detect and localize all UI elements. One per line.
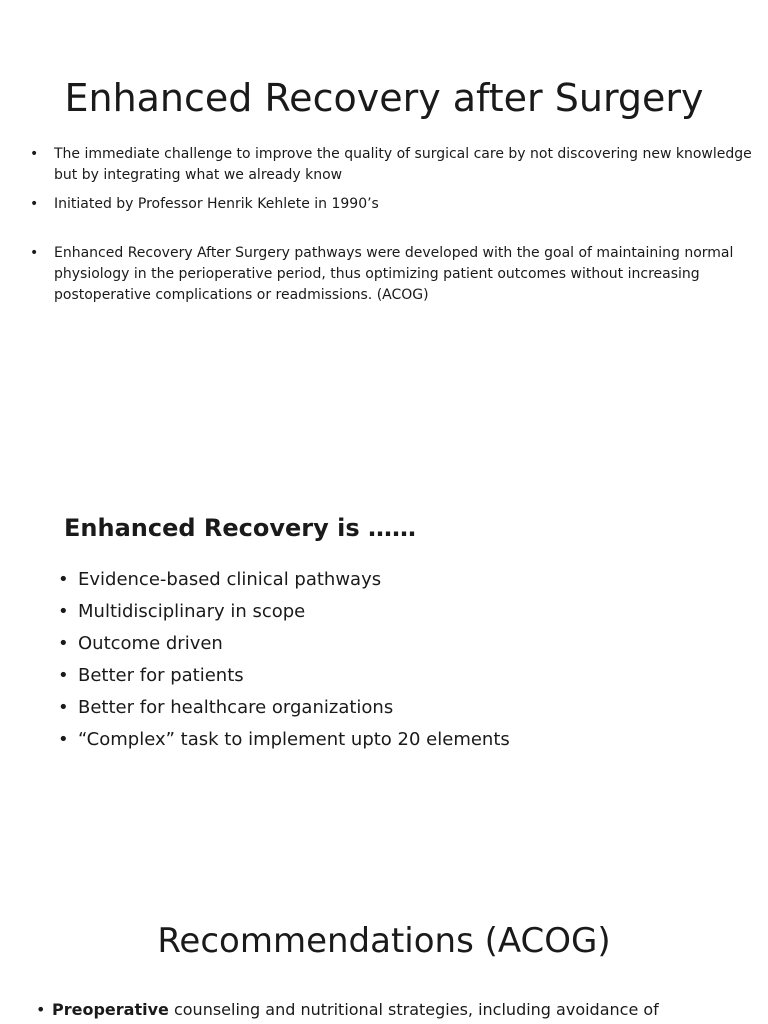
bullet-item: [58, 724, 510, 756]
bullet-icon: •: [58, 569, 69, 590]
slide-enhanced-recovery-is: [0, 460, 768, 780]
slide-recommendations: [0, 860, 768, 1024]
bullet-item: [30, 144, 755, 186]
bullet-icon: •: [58, 665, 69, 686]
bullet-text: Multidisciplinary in scope: [78, 601, 306, 622]
slide-heading: Enhanced Recovery is ……: [64, 513, 416, 542]
bullet-icon: •: [30, 196, 39, 212]
bullet-item: [36, 998, 756, 1022]
bullet-item: [58, 660, 510, 692]
bullet-text: Enhanced Recovery After Surgery pathways were developed with the goal of maintaining normal physiology in the perioperative period, thus optimizing patient outcomes without increasing postoperative complications or readmissions. (ACOG): [54, 245, 734, 303]
bullet-icon: •: [58, 601, 69, 622]
bullet-text: Better for healthcare organizations: [78, 697, 394, 718]
slide-enhanced-recovery: [0, 0, 768, 400]
bullet-text: The immediate challenge to improve the quality of surgical care by not discovering new knowledge but by integrating what we already know: [54, 146, 752, 183]
bullet-item: [30, 194, 755, 215]
bullet-item: [58, 692, 510, 724]
bullet-icon: •: [58, 729, 69, 750]
bullet-list: [36, 998, 756, 1022]
slide-title: Enhanced Recovery after Surgery: [64, 76, 704, 121]
bullet-text: counseling and nutritional strategies, including avoidance of: [168, 1000, 659, 1019]
bullet-text: Better for patients: [78, 665, 244, 686]
bullet-item: [58, 628, 510, 660]
bullet-list: [30, 144, 755, 306]
bullet-text: Outcome driven: [78, 633, 223, 654]
bullet-text: “Complex” task to implement upto 20 elements: [78, 729, 510, 750]
bullet-icon: •: [30, 146, 39, 162]
bullet-icon: •: [58, 633, 69, 654]
bullet-text: Evidence-based clinical pathways: [78, 569, 382, 590]
bullet-list: [58, 564, 510, 756]
bullet-item: [58, 596, 510, 628]
bullet-item: [58, 564, 510, 596]
bullet-icon: •: [36, 1000, 46, 1019]
bullet-item: [30, 243, 755, 306]
bullet-text: Initiated by Professor Henrik Kehlete in 1990’s: [54, 196, 379, 212]
bullet-bold-text: Preoperative: [52, 1000, 169, 1019]
slide-title: Recommendations (ACOG): [157, 920, 611, 961]
bullet-icon: •: [58, 697, 69, 718]
bullet-icon: •: [30, 245, 39, 261]
